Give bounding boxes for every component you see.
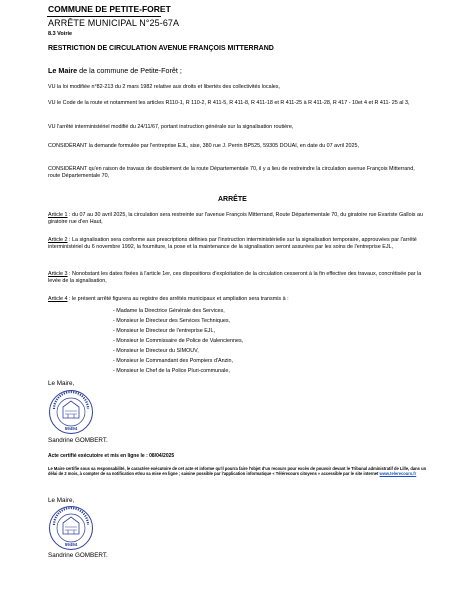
telerecours-link[interactable]: www.telerecours.fr [379,471,417,477]
article-4-text: : le présent arrêté figurera au registre des arrêtés municipaux et ampliation sera transmis à : [67,296,289,302]
list-item: - Madame la Directrice Générale des Services, [113,308,225,314]
signature1-role: Le Maire, [48,380,75,387]
category: 8.3 Voirie [48,31,73,37]
list-item: - Monsieur le Chef de la Police Pluri-communale, [113,368,230,374]
article-4-label: Article 4 [48,296,68,302]
article-3-text: : Nonobstant les dates fixées à l'article 1er, ces dispositions d'exploitation de la circulation cesseront à la fin effective des travaux, concrétisée par la levée de la signalisation, [48,271,422,284]
article-2 [48,237,428,251]
seal-code: 59494 [64,542,78,547]
commune-underline [47,4,161,17]
arrete-heading: ARRÊTE [218,196,247,203]
recours-text: Le Maire certifie sous sa responsabilité, le caractère exécutoire de cet acte et informe qu'il pourra faire l'objet d'un recours pour excès de pouvoir devant le Tribunal administratif de Lille, dans un délai de 2 mois, à compter de sa notification et/ou sa mise en ligne ; saisine possible par l'application informatique « Télérecours citoyens » accessible par le site internet [48,466,427,477]
list-item: - Monsieur le Directeur de l'entreprise EJL, [113,328,215,334]
recipients-list [113,306,243,376]
arrete-number: ARRÊTE MUNICIPAL N°25-67A [48,18,180,28]
signature2-name: Sandrine GOMBERT. [48,552,108,559]
municipal-seal-icon [48,389,94,435]
signature2-role: Le Maire, [48,497,75,504]
article-2-text: : La signalisation sera conforme aux prescriptions définies par l'instruction interministérielle sur la signalisation temporaire, approuvées par l'arrêté interministériel du 6 novembre 1992, la fourniture, la pose et la maintenance de la signalisation seront assurées par les soins de l'entreprise EJL, [48,237,417,250]
list-item: - Monsieur le Directeur du SIMOUV, [113,348,199,354]
vu-code-route: VU le Code de la route et notamment les articles R110-1, R 110-2, R 411-5, R 411-8, R 411-18 et R 411-25 à R 411-28, R 417 - 10et 4 et R 411- 25 al 3, [48,100,410,106]
article-2-label: Article 2 [48,237,68,243]
municipal-seal-icon [48,505,94,551]
recours-notice [48,466,428,477]
signature1-name: Sandrine GOMBERT. [48,437,108,444]
commune-name: COMMUNE DE PETITE-FORET [48,4,171,14]
article-4 [48,296,428,303]
list-item: - Monsieur le Commandant des Pompiers d'Anzin, [113,358,233,364]
article-1-label: Article 1 [48,212,68,218]
article-3-label: Article 3 [48,271,68,277]
vu-loi: VU la loi modifiée n°82-213 du 2 mars 1982 relative aux droits et libertés des collectivités locales, [48,84,280,90]
seal-code: 59494 [64,426,78,431]
article-3 [48,271,428,285]
maire-rest: de la commune de Petite-Forêt ; [77,66,182,75]
maire-label: Le Maire [48,66,78,75]
list-item: - Monsieur le Directeur des Services Techniques, [113,318,231,324]
list-item: - Monsieur le Commissaire de Police de Valenciennes, [113,338,244,344]
publication-date: Acte certifié exécutoire et mis en ligne le : 08/04/2025 [48,453,175,459]
intro-line [48,66,182,75]
vu-arrete: VU l'arrêté interministériel modifié du 24/11/67, portant instruction générale sur la signalisation routière, [48,124,294,130]
article-1-text: : du 07 au 30 avril 2025, la circulation sera restreinte sur l'avenue François Mitterrand, Route Départementale 70, du giratoire rue Evariste Gallois au giratoire rue d'en Haut, [48,212,423,225]
document-title: RESTRICTION DE CIRCULATION AVENUE FRANÇOIS MITTERRAND [48,45,274,52]
article-1 [48,212,428,226]
considerant-travaux: CONSIDÉRANT qu'en raison de travaux de doublement de la route Départementale 70, il y a lieu de restreindre la circulation avenue François Mitterrand, route Départementale 70, [48,166,415,179]
considerant-demande: CONSIDÉRANT la demande formulée par l'entreprise EJL, sise, 380 rue J. Perrin BP525, 59305 DOUAI, en date du 07 avril 2025, [48,143,360,149]
